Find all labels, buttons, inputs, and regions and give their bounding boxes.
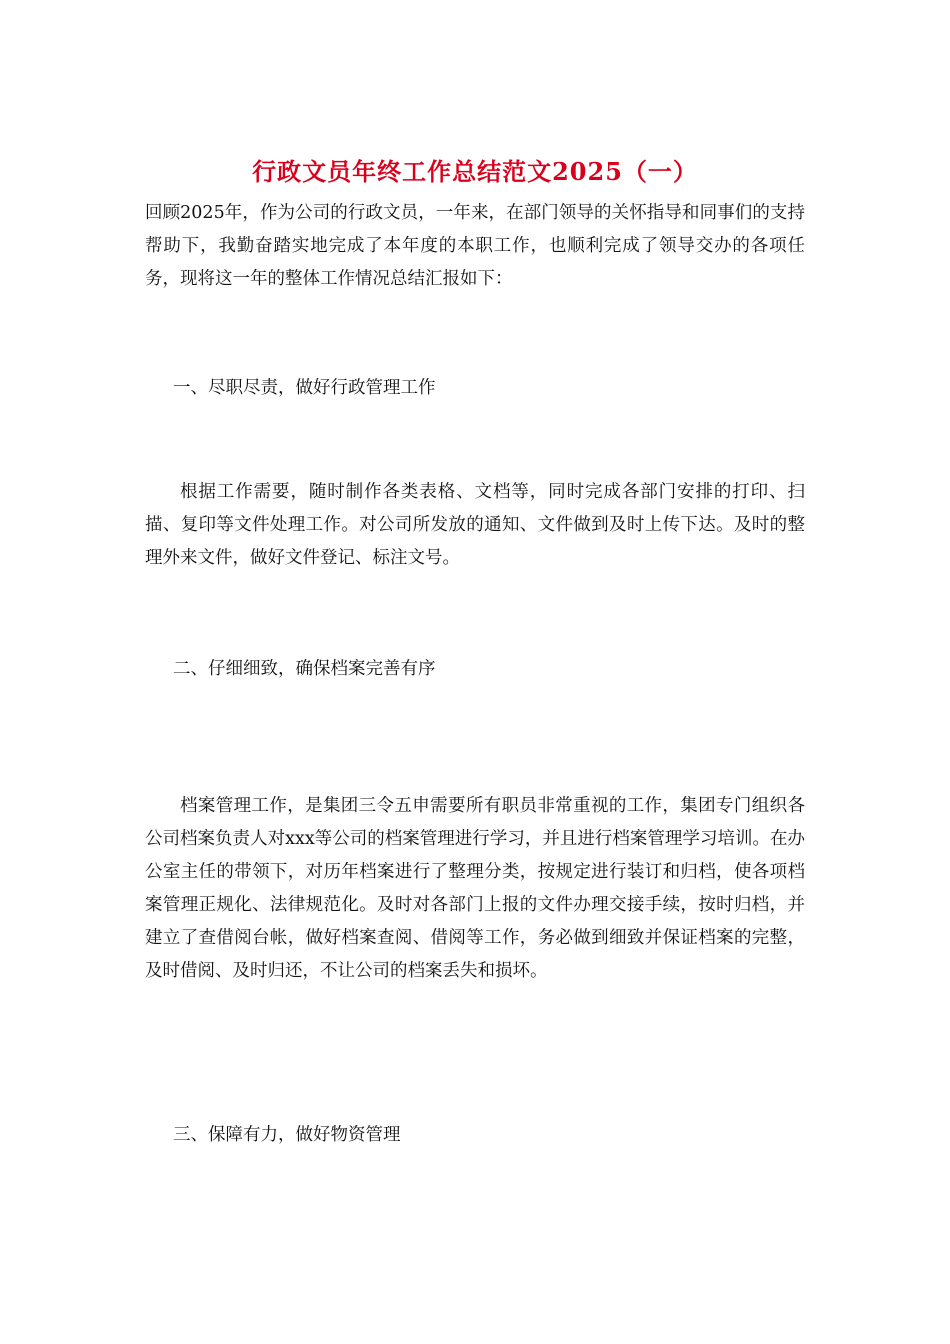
section-body-2: 档案管理工作，是集团三令五申需要所有职员非常重视的工作，集团专门组织各公司档案负责人对xxx等公司的档案管理进行学习，并且进行档案管理学习培训。在办公室主任的带领下，对历年档案进行了整理分类，按规定进行装订和归档，使各项档案管理正规化、法律规范化。及时对各部门上报的文件办理交接手续，按时归档，并建立了查借阅台帐，做好档案查阅、借阅等工作，务必做到细致并保证档案的完整，及时借阅、及时归还，不让公司的档案丢失和损坏。 — [145, 796, 805, 981]
section-heading-2: 二、仔细细致，确保档案完善有序 — [173, 659, 436, 679]
intro-paragraph: 回顾2025年，作为公司的行政文员，一年来，在部门领导的关怀指导和同事们的支持帮助下，我勤奋踏实地完成了本年度的本职工作，也顺利完成了领导交办的各项任务，现将这一年的整体工作情况总结汇报如下： — [145, 203, 805, 289]
section-heading-1: 一、尽职尽责，做好行政管理工作 — [173, 378, 436, 398]
section-body-1: 根据工作需要，随时制作各类表格、文档等，同时完成各部门安排的打印、扫描、复印等文件处理工作。对公司所发放的通知、文件做到及时上传下达。及时的整理外来文件，做好文件登记、标注文号。 — [145, 482, 805, 568]
section-heading-3: 三、保障有力，做好物资管理 — [173, 1125, 401, 1145]
document-title: 行政文员年终工作总结范文2025（一） — [252, 157, 698, 186]
